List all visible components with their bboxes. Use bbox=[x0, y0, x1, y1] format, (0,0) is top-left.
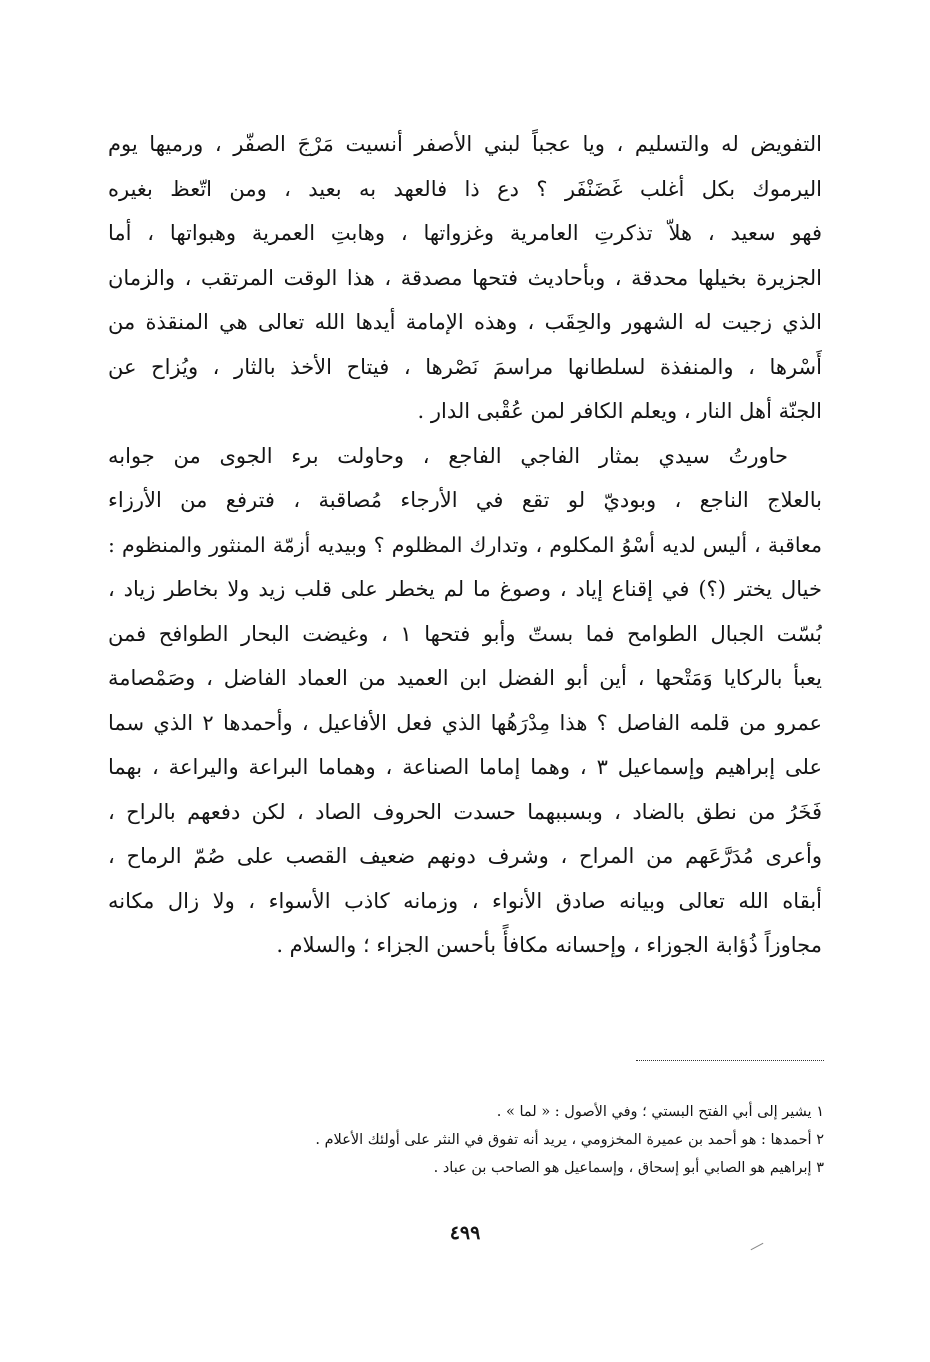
text-line: وأعرى مُدَرَّعَهم من المراح ، وشرف دونهم ضعيف القصب على صُمّ الرماح ، bbox=[108, 844, 822, 868]
text-line: الذي زجيت له الشهور والحِقَب ، وهذه الإمامة أيدها الله تعالى هي المنقذة من bbox=[108, 310, 822, 334]
text-line: التفويض له والتسليم ، ويا عجباً لبني الأصفر أنسيت مَرْجَ الصفّر ، ورميها يوم bbox=[108, 132, 822, 156]
scan-speck bbox=[751, 1243, 764, 1250]
text-line: الجنّة أهل النار ، ويعلم الكافر لمن عُقْبى الدار . bbox=[417, 399, 822, 423]
footnote-1: ١ يشير إلى أبي الفتح البستي ؛ وفي الأصول : « لما » . bbox=[496, 1104, 824, 1120]
text-line: فهو سعيد ، هلاّ تذكرتِ العامرية وغزواتها ، وهابتِ العمرية وهبواتها ، أما bbox=[108, 221, 822, 245]
text-line: مجاوزاً ذُؤابة الجوزاء ، وإحسانه مكافأً بأحسن الجزاء ؛ والسلام . bbox=[276, 933, 822, 957]
footnotes bbox=[160, 1098, 824, 1182]
text-line: يعبأ بالركايا وَمَتْحها ، أين أبو الفضل ابن العميد من العماد الفاضل ، وصَمْصامة bbox=[108, 666, 822, 690]
footnote-2: ٢ أحمدها : هو أحمد بن عميرة المخزومي ، يريد أنه تفوق في النثر على أولئك الأعلام . bbox=[315, 1132, 824, 1148]
text-line: بُسّت الجبال الطوامح فما بستّ وأبو فتحها ١ ، وغيضت البحار الطوافح فمن bbox=[108, 621, 822, 646]
footnote-3: ٣ إبراهيم هو الصابي أبو إسحاق ، وإسماعيل هو الصاحب بن عباد . bbox=[433, 1160, 824, 1176]
text-line: أَسْرها ، والمنفذة لسلطانها مراسمَ نَصْرها ، فيتاح الأخذ بالثار ، ويُزاح عن bbox=[108, 354, 822, 379]
text-line: الجزيرة بخيلها محدقة ، وبأحاديث فتحها مصدقة ، هذا الوقت المرتقب ، والزمان bbox=[108, 265, 822, 290]
text-line: خيال يختر (؟) في إقناع إياد ، وصوغ ما لم يخطر على قلب زيد ولا بخاطر زياد ، bbox=[108, 577, 822, 601]
text-line: فَخَرُ من نطق بالضاد ، وبسببهما حسدت الحروف الصاد ، لكن دفعهم بالراح ، bbox=[108, 799, 822, 824]
page-number: ٤٩٩ bbox=[449, 1222, 481, 1244]
text-line: حاورتُ سيدي بمثار الفاجي الفاجع ، وحاولت برء الجوى من جوابه bbox=[108, 443, 788, 468]
text-line: أبقاه الله تعالى وبيانه صادق الأنواء ، وزمانه كاذب الأسواء ، ولا زال مكانه bbox=[108, 888, 822, 913]
main-text bbox=[108, 122, 822, 968]
text-line: عمرو من قلمه الفاصل ؟ هذا مِدْرَهُها الذي فعل الأفاعيل ، وأحمدها ٢ الذي سما bbox=[108, 710, 822, 735]
text-line: بالعلاج الناجع ، وبوديّ لو تقع في الأرجاء مُصاقبة ، فترفع من الأرزاء bbox=[108, 488, 822, 512]
text-line: اليرموك بكل أغلب غَضَنْفَر ؟ دع ذا فالعهد به بعيد ، ومن اتّعظ بغيره bbox=[108, 176, 822, 201]
text-line: معاقبة ، أليس لديه أسْوُ المكلوم ، وتدارك المظلوم ؟ وبيديه أزمّة المنثور والمنظوم : bbox=[108, 532, 822, 557]
text-line: على إبراهيم وإسماعيل ٣ ، وهما إماما الصناعة ، وهماما البراعة واليراعة ، بهما bbox=[108, 755, 822, 779]
footnote-separator bbox=[636, 1060, 824, 1061]
